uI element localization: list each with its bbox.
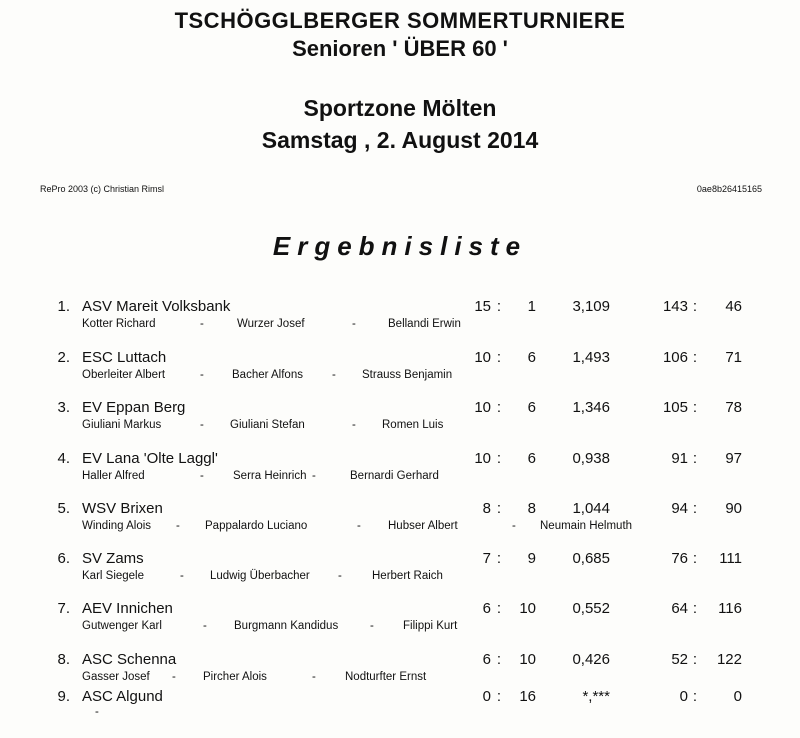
- points-for: 0: [482, 688, 491, 705]
- points-against: 6: [527, 349, 536, 366]
- rank: 1.: [57, 298, 70, 315]
- points-against: 6: [527, 450, 536, 467]
- stock-points-for: 0: [679, 688, 688, 705]
- player-separator: -: [370, 620, 374, 632]
- stock-points-for: 64: [671, 600, 688, 617]
- player-separator: -: [203, 620, 207, 632]
- quotient: 0,938: [572, 450, 610, 467]
- rank: 4.: [57, 450, 70, 467]
- stock-points-against: 0: [733, 688, 742, 705]
- player-separator: -: [357, 520, 361, 532]
- team-name: SV Zams: [82, 550, 144, 567]
- player-separator: -: [172, 671, 176, 683]
- player-name: Burgmann Kandidus: [234, 620, 339, 632]
- rank: 7.: [57, 600, 70, 617]
- player-name: Gasser Josef: [82, 671, 150, 683]
- result-row: [0, 500, 800, 550]
- result-row: [0, 349, 800, 399]
- player-separator: -: [200, 369, 204, 381]
- points-for: 8: [482, 500, 491, 517]
- rank: 6.: [57, 550, 70, 567]
- player-separator: -: [200, 470, 204, 482]
- result-row: [0, 399, 800, 449]
- player-name: Strauss Benjamin: [362, 369, 453, 381]
- player-name: Nodturfter Ernst: [345, 671, 427, 683]
- team-name: ESC Luttach: [82, 349, 167, 366]
- points-for: 6: [482, 600, 491, 617]
- stock-points-against: 122: [716, 651, 742, 668]
- quotient: 0,685: [572, 550, 610, 567]
- stock-points-for: 94: [671, 500, 688, 517]
- stock-points-against: 71: [725, 349, 742, 366]
- player-name: Winding Alois: [82, 520, 152, 532]
- category-subtitle: Senioren ' ÜBER 60 ': [292, 36, 508, 61]
- stock-points-for: 143: [662, 298, 688, 315]
- stock-points-for: 91: [671, 450, 688, 467]
- stock-points-against: 90: [725, 500, 742, 517]
- player-separator: -: [180, 570, 184, 582]
- player-name: Neumain Helmuth: [540, 520, 633, 532]
- rank: 8.: [57, 651, 70, 668]
- player-separator: -: [338, 570, 342, 582]
- team-name: ASC Schenna: [82, 651, 177, 668]
- player-name: Serra Heinrich: [233, 470, 307, 482]
- team-name: AEV Innichen: [82, 600, 173, 617]
- rank: 2.: [57, 349, 70, 366]
- points-for: 7: [482, 550, 491, 567]
- stock-points-for: 105: [662, 399, 688, 416]
- player-separator: -: [200, 419, 204, 431]
- points-separator: :: [496, 500, 502, 517]
- player-name: Bernardi Gerhard: [350, 470, 439, 482]
- result-row: [0, 450, 800, 500]
- player-name: Gutwenger Karl: [82, 620, 162, 632]
- player-separator: -: [312, 470, 316, 482]
- stock-points-separator: :: [692, 688, 698, 705]
- points-separator: :: [496, 600, 502, 617]
- player-separator: -: [176, 520, 180, 532]
- points-separator: :: [496, 688, 502, 705]
- rank: 9.: [57, 688, 70, 705]
- stock-points-against: 111: [719, 550, 742, 567]
- quotient: 0,426: [572, 651, 610, 668]
- player-name: Kotter Richard: [82, 318, 156, 330]
- player-name: Wurzer Josef: [237, 318, 305, 330]
- stock-points-separator: :: [692, 450, 698, 467]
- stock-points-separator: :: [692, 600, 698, 617]
- player-separator: -: [352, 419, 356, 431]
- stock-points-separator: :: [692, 651, 698, 668]
- player-name: Bellandi Erwin: [388, 318, 461, 330]
- result-row: [0, 550, 800, 600]
- player-name: Haller Alfred: [82, 470, 145, 482]
- stock-points-for: 52: [671, 651, 688, 668]
- player-name: Karl Siegele: [82, 570, 145, 582]
- stock-points-for: 106: [662, 349, 688, 366]
- stock-points-against: 116: [718, 600, 742, 617]
- rank: 3.: [57, 399, 70, 416]
- stock-points-against: 97: [725, 450, 742, 467]
- player-separator: -: [95, 706, 99, 718]
- points-separator: :: [496, 450, 502, 467]
- stock-points-separator: :: [692, 500, 698, 517]
- points-for: 6: [482, 651, 491, 668]
- stock-points-separator: :: [692, 298, 698, 315]
- stock-points-separator: :: [692, 349, 698, 366]
- points-against: 10: [519, 600, 536, 617]
- event-date: Samstag , 2. August 2014: [261, 127, 539, 153]
- quotient: 1,044: [572, 500, 610, 517]
- player-name: Herbert Raich: [372, 570, 443, 582]
- points-against: 1: [527, 298, 536, 315]
- player-name: Ludwig Überbacher: [210, 570, 310, 582]
- player-name: Giuliani Markus: [82, 419, 162, 431]
- stock-points-against: 78: [725, 399, 742, 416]
- player-separator: -: [312, 671, 316, 683]
- points-against: 10: [519, 651, 536, 668]
- player-separator: -: [512, 520, 516, 532]
- result-row: [0, 688, 800, 738]
- points-for: 10: [474, 349, 491, 366]
- player-name: Pappalardo Luciano: [205, 520, 308, 532]
- player-name: Romen Luis: [382, 419, 444, 431]
- venue: Sportzone Mölten: [303, 95, 497, 121]
- team-name: ASC Algund: [82, 688, 163, 705]
- quotient: 1,346: [572, 399, 610, 416]
- quotient: 1,493: [572, 349, 610, 366]
- player-name: Bacher Alfons: [232, 369, 303, 381]
- results-heading: Ergebnisliste: [272, 231, 528, 261]
- points-separator: :: [496, 298, 502, 315]
- points-separator: :: [496, 399, 502, 416]
- rank: 5.: [57, 500, 70, 517]
- player-name: Giuliani Stefan: [230, 419, 305, 431]
- stock-points-for: 76: [671, 550, 688, 567]
- points-separator: :: [496, 651, 502, 668]
- team-name: EV Lana 'Olte Laggl': [82, 450, 218, 467]
- tournament-title: TSCHÖGGLBERGER SOMMERTURNIERE: [174, 8, 626, 33]
- player-separator: -: [200, 318, 204, 330]
- team-name: WSV Brixen: [82, 500, 163, 517]
- team-name: ASV Mareit Volksbank: [82, 298, 231, 315]
- points-separator: :: [496, 349, 502, 366]
- points-for: 10: [474, 450, 491, 467]
- result-row: [0, 600, 800, 650]
- player-separator: -: [352, 318, 356, 330]
- points-against: 16: [519, 688, 536, 705]
- player-name: Oberleiter Albert: [82, 369, 166, 381]
- team-name: EV Eppan Berg: [82, 399, 186, 416]
- player-name: Hubser Albert: [388, 520, 458, 532]
- quotient: 3,109: [572, 298, 610, 315]
- document-code: 0ae8b26415165: [696, 184, 762, 194]
- software-credit: RePro 2003 (c) Christian Rimsl: [40, 184, 165, 194]
- stock-points-separator: :: [692, 550, 698, 567]
- points-against: 8: [527, 500, 536, 517]
- stock-points-separator: :: [692, 399, 698, 416]
- result-row: [0, 298, 800, 348]
- player-separator: -: [332, 369, 336, 381]
- player-name: Filippi Kurt: [403, 620, 458, 632]
- stock-points-against: 46: [725, 298, 742, 315]
- quotient: 0,552: [572, 600, 610, 617]
- quotient: *,***: [582, 688, 610, 705]
- points-against: 9: [527, 550, 536, 567]
- points-for: 10: [474, 399, 491, 416]
- points-against: 6: [527, 399, 536, 416]
- player-name: Pircher Alois: [203, 671, 267, 683]
- points-separator: :: [496, 550, 502, 567]
- points-for: 15: [474, 298, 491, 315]
